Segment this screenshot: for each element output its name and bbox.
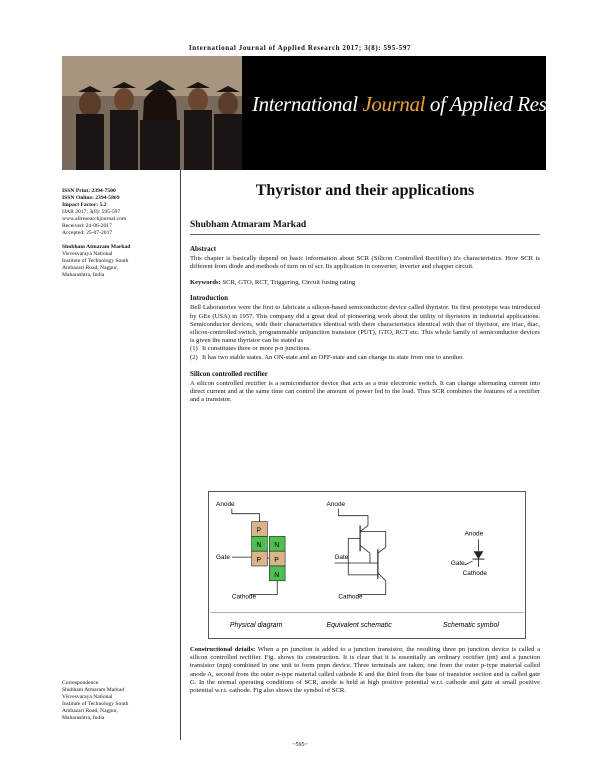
list-item: (1) It constitutes three or more p-n junctions. [190,345,311,353]
issn-print: ISSN Print: 2394-7500 [62,188,116,194]
introduction-text: Bell Laboratories were the first to fabricate a silicon-based semiconductor device called thyristor. Its first prototype was introduced by GEe (USA) in 1957. This company did a great deal of pioneering work about the utility of thyristors in industrial applications. Semiconductor devices, with their characteristics identical with there characteristics identical with that of thyristor, are triac, diac, silicon-controlled switch, programmable unijunction transistor (PUT), GTO, RCT etc. This whole family of semiconductor devices is given the name thyristor can be stated as [190,304,540,345]
paper-author: Shubham Atmaram Markad [190,220,307,230]
correspondence-affiliation-line: Institute of Technology South [62,701,129,707]
correspondence-label: Correspondence [62,680,99,686]
keywords: Keywords: SCR, GTO, RCT, Triggering, Circuit fusing rating [190,279,356,287]
journal-banner [62,56,592,170]
abstract-text: This chapter is basically depend on basic information about SCR (Silicon Controlled Rectifier) it's characteristics. How SCR is different from diode and methods of turn on of scr. Its application in converter, inverter and chapper circuit. [190,255,540,271]
paper-title: Thyristor and their applications [255,182,475,199]
scr-heading: Silicon controlled rectifier [190,369,268,378]
scr-text: A silicon controlled rectifier is a semiconductor device that acts as a true electronic switch. It can change alternating current into direct current and at the same time can control the amount of power fed to the load. Thus SCR combines the features of a rectifier and a transistor. [190,379,540,404]
author-rule [190,234,540,235]
fig-anode-label: Anode [216,500,235,508]
svg-text:Anode: Anode [464,530,484,538]
fig-cathode-label: Cathode [231,593,257,601]
correspondence-block [62,680,178,722]
journal-website[interactable]: www.allresearchjournal.com [62,216,127,222]
svg-text:N: N [274,542,280,550]
constructional-section [190,646,540,695]
correspondence-affiliation-line: Maharashtra, India [62,715,105,721]
page-number: ~595~ [292,742,308,748]
impact-factor: Impact Factor: 5.2 [62,202,107,208]
svg-text:Gate: Gate [334,554,349,562]
sidebar-author-name: Shubham Atmaram Markad [62,244,131,250]
svg-text:N: N [256,542,262,550]
received-date: Received: 24-06-2017 [62,223,112,229]
article-main-column [190,182,540,404]
svg-text:P: P [274,557,279,565]
fig-gate-label: Gate [216,554,230,562]
ijar-citation: IJAR 2017; 3(8): 595-597 [62,209,121,215]
caption-symbol: Schematic symbol [442,622,499,630]
svg-text:Cathode: Cathode [338,593,363,601]
sidebar-affiliation-line: Maharashtra, India [62,272,105,278]
caption-equivalent: Equivalent schematic [326,622,392,630]
svg-text:Anode: Anode [326,500,346,508]
correspondence-affiliation-line: Visvesvaraya National [62,694,113,700]
caption-physical: Physical diagram [229,622,283,630]
svg-text:Gate: Gate [450,560,465,567]
column-divider [180,170,181,740]
abstract-heading: Abstract [190,245,217,253]
introduction-heading: Introduction [190,294,228,303]
scr-figure [208,491,526,639]
svg-text:Cathode: Cathode [462,569,487,577]
graduates-photo [62,56,242,170]
issn-online: ISSN Online: 2394-5869 [62,195,120,201]
svg-text:P: P [256,527,262,535]
accepted-date: Accepted: 25-07-2017 [62,230,113,236]
constructional-text: Constructional details: When a pn junction is added to a junction transistor, the resulting three pn junction device is called a silicon controlled rectifier. Fig. shows its construction. It is clear that it is essentially an ordinary rectifier (pn) and a junction transistor (npn) combined in one unit to form pnpn device. Three terminals are taken; one from the outer p-type material called anode A, second from the outer n-type material called cathode K and the third from the base of transistor section and is called gate G. In the normal operating conditions of SCR, anode is held at high positive potential w.r.t. cathode and gate at small positive potential w.r.t. cathode. Fig also shows the symbol of SCR. [190,646,540,695]
sidebar-affiliation-line: Ambazari Road, Nagpur, [62,265,119,271]
journal-header-line: International Journal of Applied Research 2017; 3(8): 595-597 [188,44,412,52]
sidebar-affiliation-line: Institute of Technology South [62,258,129,264]
correspondence-author: Shubham Atmaram Markad [62,687,125,693]
journal-banner-title: International Journal of Applied Research [252,92,592,116]
list-item: (2) It has two stable states. An ON-state and an OFF-state and can change its state from one to another. [190,353,464,361]
svg-text:N: N [274,571,280,579]
scr-figure-drawing [209,492,525,638]
correspondence-affiliation-line: Ambazari Road, Nagpur, [62,708,119,714]
sidebar-affiliation-line: Visvesvaraya National [62,251,113,257]
article-info-sidebar [62,188,178,279]
svg-text:P: P [256,557,262,565]
